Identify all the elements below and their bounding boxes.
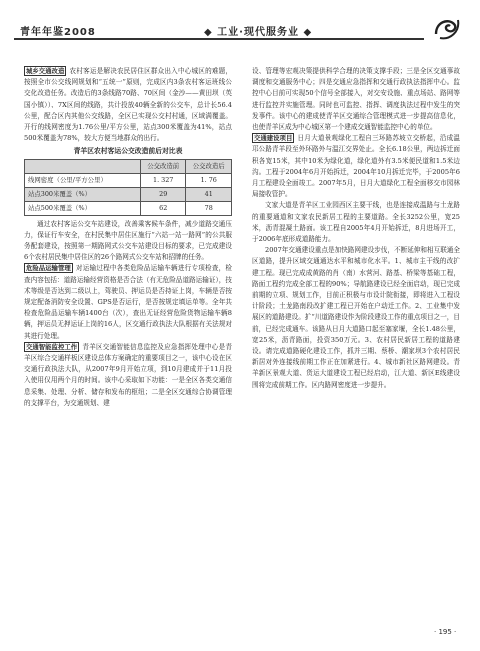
paragraph-projects: [252, 133, 460, 200]
yearbook-title: 青年年鉴2008: [20, 27, 96, 38]
paragraph-2007-construction: 2007年交通建设重点是加快路网建设步伐，不断延伸和相互联通全区道路，提升区域交通通达水平和城市化水平。1、城市主干线的改扩建工程。现已完成成黄路的肖（南）水营河、路基、桥梁等基础工程，路面工程约完成全部工程的90%；导航路建设已经全面启动，现已完成前期的立项、规划工作，目前正积极与市设计院衔接，即将进入工程设计阶段；土龙路南段改扩建工程已开始在户动迁工作。2、工业集中发展区的道路建设。扩“川道路建设作为阶段建设工作的重点项目之一，目前，已经完成通车。该路从日月大道路口起至塞家堰，全长1.48公里，宽25米，沥青路面，投资350万元。3、农村居民新居工程的道路建设。请完成道路硬化建设工作，抓并三期、蔡桥、潮家坝3个农村居民新居对外连接线前期工作正在加紧进行。4、城市新社区路网建设。青羊新区景观大道、货运大道建设工程已经启动，江大道、新区E线建设围将完成前期工作。区内路网密度进一步提升。: [252, 246, 460, 389]
paragraph-text: 日月大道景观绿化工程自三环路苏坡立交桥起，沿成温邛公路青羊段至外环路外与温江交界处止。全长6.18公里，两边拆迁面积各宽15米，其中10米为绿化道，绿化道外有3.5米便民道和1.5米边沟。工程于2004年6月开始拆迁，2004年10月拆迁完毕，于2005年6月工程建设全面竣工。2007年5月，日月大道绿化工程全面移交市园林局接收管护。: [252, 134, 460, 199]
table-row: [25, 201, 232, 215]
table-cell: 线网密度（公里/平方公里）: [25, 173, 141, 187]
table-header-cell: 公交改造前: [140, 159, 186, 173]
table-cell: 站点300米覆盖（%）: [25, 187, 141, 201]
paragraph-bus-stops: 通过农村客运公交车站建设，改善乘客候车条件，减少道路交通压力，保证行车安全，在村民集中居住区施行“六站一站一路网”的公共服务配套建设，按照第一期路网式公交车站建设目标的要求，已完成建设6个农村居民集中居住区的26个路网式公交车站和招牌的任务。: [24, 219, 232, 262]
paragraph-rural-transit: [24, 66, 232, 144]
header-rule: [14, 38, 424, 40]
paragraph-text: 对运输过程中各类危险品运输车辆进行专项检查，检查内容包括：道路运输经营资格是否合法（有无危险品道路运输证），技术等级是否达到二级以上，驾驶员、押运员是否持证上岗，车辆是否按规定配备消防安全设置、GPS是否运行，是否按规定填运单等。全年共检查危险品运输车辆1400台（次），查出无证经营危险货物运输车辆8辆，押运员无押运证上岗的16人，区交通行政执法大队根据有关法规对其进行处理。: [24, 264, 232, 340]
table-cell: 78: [186, 201, 232, 215]
left-column: [24, 66, 232, 409]
swirl-logo-icon: [432, 14, 462, 40]
table-header-cell: 公交改造后: [186, 159, 232, 173]
right-column: [252, 66, 460, 391]
paragraph-monitoring-cont: 设、管理等宏观决策提供科学合理的决策支撑手段；三是全区交通事故调度和交通服务中心；四是交通应急指挥和交通行政执法指挥中心。监控中心目前可实现50个信号全部接入，对交安设施、重点场站、路网等进行监控并实施管理。同时也可监控、指挥、调度执法过程中发生的突发事件。该中心的建成使青羊区交通综合管理模式进一步提高信息化，也使青羊区成为中心城区第一个建成交通智能监控中心的单位。: [252, 67, 460, 132]
paragraph-text: 青羊区交通智能信息监控及应急指挥处理中心是青羊区综合交通样板区建设总体方案确定的重要项目之一，该中心设在区交通行政执法大队，从2007年9月开始立项，到10月建成并于11月投入使用仅用两个月的时间。该中心采取如下功能：一是全区各类交通信息采集、处理、分析、储存和发布的枢纽；二是全区交通综合协调管理的支撑平台，为交通规划、建: [24, 342, 232, 407]
table-cell: 站点500米覆盖（%）: [25, 201, 141, 215]
paragraph-text: 农村客运是解决农民居住区群众出入中心城区的难题，按照全市公交线网规划和“五统一”原则，完成区内3条农村客运班线公交化改造任务。改造后的3条线路70路、70区间（金沙——黄田坝（英国小镇））、7X区间的线路，共计投放40辆全新的公交车，总计长56.4公里，配合区内其他公交线路，全区已实现公交村村通，区域满覆盖。开行的线网密度为1.76公里/平方公里，站点300米覆盖为41%，站点500米覆盖为78%，较大方便当地群众的出行。: [24, 67, 232, 143]
table-row: [25, 187, 232, 201]
page-number: · 195 ·: [434, 628, 457, 636]
section-tag: 交通建设项目: [254, 134, 293, 143]
table-cell: 62: [140, 201, 186, 215]
section-tag: 危险品运输管理: [26, 264, 71, 273]
table-cell: 1. 327: [140, 173, 186, 187]
table-header-cell: [25, 159, 141, 173]
running-header: [14, 20, 466, 56]
table-row: [25, 173, 232, 187]
table-caption: 青羊区农村客运公交改造前后对比表: [73, 147, 183, 156]
paragraph-monitoring: [24, 342, 232, 409]
section-tag: 交通智能监控工作: [26, 342, 78, 351]
section-title: ◆ 工业·现代服务业 ◆: [204, 27, 313, 38]
paragraph-wenjia-avenue: 文家大道是青羊区工业园西区主要干线，也是连接成温路与土龙路的重要通道和文家农民新居工程的主要道路。全长3252公里，宽25米，沥青混凝土路面。该工程自2005年4月开始拆迁，8月进场开工，于2006年底形成道路能力。: [252, 201, 460, 244]
table-header-row: [25, 159, 232, 173]
table-cell: 29: [140, 187, 186, 201]
section-tag: 城乡交通改造: [26, 67, 65, 75]
paragraph-hazmat: [24, 263, 232, 341]
comparison-table: [24, 159, 232, 216]
table-cell: 1. 76: [186, 173, 232, 187]
table-cell: 41: [186, 187, 232, 201]
